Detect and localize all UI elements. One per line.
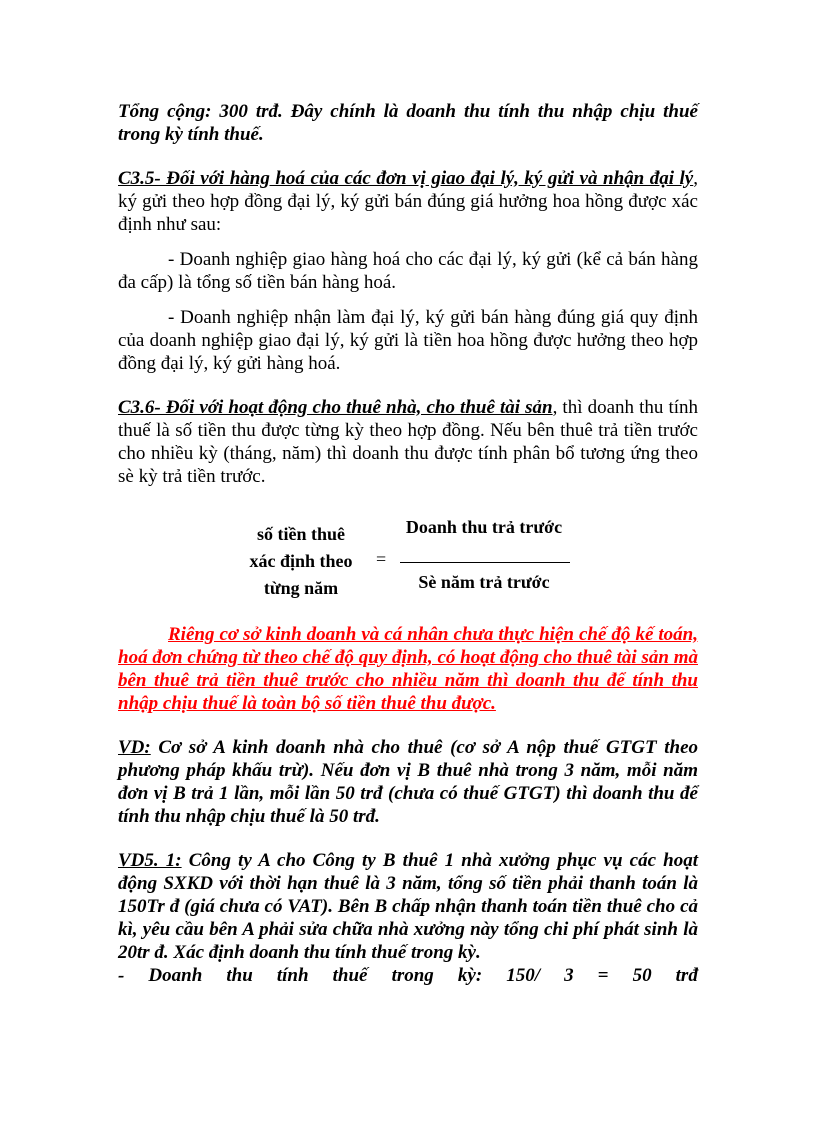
section-c35-paragraph	[118, 167, 698, 236]
example-2-paragraph	[118, 849, 698, 964]
red-note-paragraph: Riêng cơ sở kinh doanh và cá nhân chưa thực hiện chế độ kế toán, hoá đơn chứng từ theo chế độ quy định, có hoạt động cho thuê tài sản mà bên thuê trả tiền thuê trước cho nhiều năm thì doanh thu để tính thu nhập chịu thuế là toàn bộ số tiền thuê thu được.	[118, 624, 698, 714]
section-c35-bullet-1: - Doanh nghiệp giao hàng hoá cho các đại lý, ký gửi (kể cả bán hàng đa cấp) là tổng số tiền bán hàng hoá.	[118, 249, 698, 293]
section-c35-bullet-2: - Doanh nghiệp nhận làm đại lý, ký gửi bán hàng đúng giá quy định của doanh nghiệp giao đại lý, ký gửi là tiền hoa hồng được hưởng theo hợp đồng đại lý, ký gửi hàng hoá.	[118, 307, 698, 374]
formula-equals-sign: =	[376, 549, 387, 569]
formula-numerator: Doanh thu trả trước	[405, 517, 563, 537]
calc-word: thu	[226, 965, 253, 986]
example-2-text: Công ty A cho Công ty B thuê 1 nhà xưởng phục vụ các hoạt động SXKD với thời hạn thuê là 3 năm, tổng số tiền phải thanh toán là 150Tr đ (giá chưa có VAT). Bên B chấp nhận thanh toán tiền thuê cho cả kì, yêu cầu bên A phải sửa chữa nhà xưởng này tổng chi phí phát sinh là 20tr đ. Xác định doanh thu tính thuế trong kỳ.	[118, 850, 698, 963]
example-2-calculation	[118, 964, 698, 987]
example-2-label: VD5. 1:	[118, 850, 182, 871]
formula-denominator: Sè năm trả trước	[418, 572, 550, 592]
calc-word: trong	[391, 965, 434, 986]
calc-word: -	[118, 965, 125, 986]
calc-word: 50	[632, 965, 652, 986]
section-c36-heading-tail: , thì doanh thu tính thuế là số tiền thu được từng kỳ theo hợp đồng. Nếu bên thuê trả tiền trước cho nhiều kỳ (tháng, năm) thì doanh thu được tính phân bổ tương ứng theo sè kỳ trả tiền trước.	[118, 397, 699, 487]
calc-word: thuế	[332, 965, 368, 986]
calc-word: =	[597, 965, 609, 986]
section-c35-heading: C3.5- Đối với hàng hoá của các đơn vị giao đại lý, ký gửi và nhận đại lý	[118, 168, 694, 189]
section-c36-heading: C3.6- Đối với hoạt động cho thuê nhà, cho thuê tài sản	[118, 397, 553, 418]
formula-fraction-bar	[400, 562, 570, 563]
calc-word: 150/	[506, 965, 541, 986]
calc-word: trđ	[675, 965, 698, 986]
document-body	[118, 100, 698, 987]
calc-word: Doanh	[148, 965, 203, 986]
rent-formula	[118, 514, 698, 602]
calc-word: tính	[276, 965, 309, 986]
calc-word: kỳ:	[457, 965, 483, 986]
calc-word: 3	[564, 965, 574, 986]
formula-left-side: số tiền thuê xác định theo từng năm	[249, 524, 353, 598]
example-1-paragraph	[118, 736, 698, 828]
example-1-text: Cơ sở A kinh doanh nhà cho thuê (cơ sở A nộp thuế GTGT theo phương pháp khấu trừ). Nếu đơn vị B thuê nhà trong 3 năm, mỗi năm đơn vị B trả 1 lần, mỗi lần 50 trđ (chưa có thuế GTGT) thì doanh thu để tính thu nhập chịu thuế là 50 trđ.	[118, 737, 698, 827]
section-c35-heading-tail: , ký gửi theo hợp đồng đại lý, ký gửi bán đúng giá hưởng hoa hồng được xác định như sau:	[118, 168, 698, 235]
section-c36-paragraph	[118, 396, 698, 488]
example-1-label: VD:	[118, 737, 151, 758]
total-revenue-line: Tổng cộng: 300 trđ. Đây chính là doanh thu tính thu nhập chịu thuế trong kỳ tính thuế.	[118, 101, 698, 145]
